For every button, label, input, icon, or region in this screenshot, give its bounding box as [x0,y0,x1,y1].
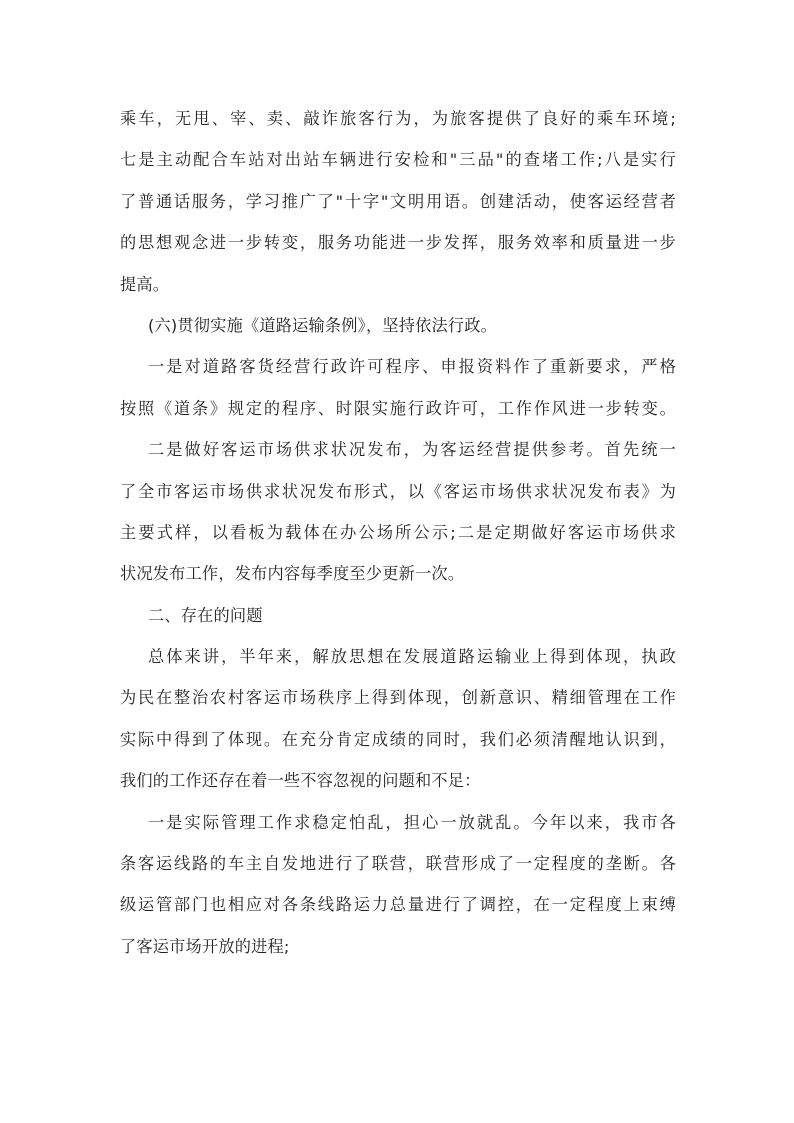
text-line: 的思想观念进一步转变，服务功能进一步发挥，服务效率和质量进一步 [120,233,676,253]
text-line: 一是对道路客货经营行政许可程序、申报资料作了重新要求，严格 [148,357,676,377]
text-line: 级运管部门也相应对各条线路运力总量进行了调控，在一定程度上束缚 [120,895,676,915]
text-line: 了全市客运市场供求状况发布形式，以《客运市场供求状况发布表》为 [120,481,676,501]
text-line: 为民在整治农村客运市场秩序上得到体现，创新意识、精细管理在工作 [120,688,676,708]
text-line: 提高。 [120,274,170,294]
text-line: 七是主动配合车站对出站车辆进行安检和"三品"的查堵工作;八是实行 [120,150,676,170]
text-line: 状况发布工作，发布内容每季度至少更新一次。 [120,564,465,584]
document-body [120,98,676,967]
text-line: 条客运线路的车主自发地进行了联营，联营形成了一定程度的垄断。各 [120,854,676,874]
text-line: 我们的工作还存在着一些不容忽视的问题和不足： [120,771,481,791]
text-line: 了客运市场开放的进程; [120,936,290,956]
text-line: 了普通话服务，学习推广了"十字"文明用语。创建活动，使客运经营者 [120,191,676,211]
text-line: 主要式样，以看板为载体在办公场所公示;二是定期做好客运市场供求 [120,522,676,542]
text-line: 按照《道条》规定的程序、时限实施行政许可，工作作风进一步转变。 [120,398,676,418]
text-line: 一是实际管理工作求稳定怕乱，担心一放就乱。今年以来，我市各 [148,812,676,832]
section-heading: 二、存在的问题 [148,605,263,625]
text-line: 总体来讲，半年来，解放思想在发展道路运输业上得到体现，执政 [148,647,676,667]
section-heading: (六)贯彻实施《道路运输条例》，坚持依法行政。 [148,315,498,335]
text-line: 实际中得到了体现。在充分肯定成绩的同时，我们必须清醒地认识到， [120,729,676,749]
text-line: 乘车，无甩、宰、卖、敲诈旅客行为，为旅客提供了良好的乘车环境; [120,109,676,128]
text-line: 二是做好客运市场供求状况发布，为客运经营提供参考。首先统一 [148,440,676,460]
